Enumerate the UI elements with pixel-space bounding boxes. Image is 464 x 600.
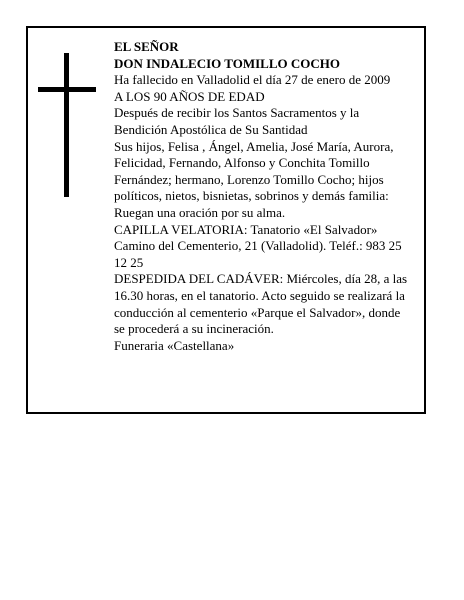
farewell-paragraph: DESPEDIDA DEL CADÁVER: Miércoles, día 28, a las 16.30 horas, en el tanatorio. Acto seguido se realizará la conducción al cementerio «Parque el Salvador», donde se procederá a su incineración. (114, 271, 408, 337)
chapel-paragraph: CAPILLA VELATORIA: Tanatorio «El Salvador» Camino del Cementerio, 21 (Valladolid). Teléf.: 983 25 12 25 (114, 221, 402, 270)
cross-vertical-bar (64, 53, 69, 197)
cross-icon (38, 53, 96, 197)
death-line: Ha fallecido en Valladolid el día 27 de enero de 2009 (114, 72, 391, 88)
deceased-name: DON INDALECIO TOMILLO COCHO (114, 55, 340, 71)
sacraments-paragraph: Después de recibir los Santos Sacramentos y la Bendición Apostólica de Su Santidad (114, 105, 360, 137)
cross-horizontal-bar (38, 87, 96, 92)
funeral-home: Funeraria «Castellana» (114, 337, 235, 353)
family-paragraph: Sus hijos, Felisa , Ángel, Amelia, José María, Aurora, Felicidad, Fernando, Alfonso y Conchita Tomillo Fernández; hermano, Lorenzo Tomillo Cocho; hijos políticos, nietos, bisnietas, sobrinos y demás familia: (114, 138, 394, 204)
prayer-line: Ruegan una oración por su alma. (114, 204, 286, 220)
age-line: A LOS 90 AÑOS DE EDAD (114, 88, 265, 104)
obituary-text (114, 39, 414, 354)
obituary-title: EL SEÑOR (114, 39, 179, 54)
